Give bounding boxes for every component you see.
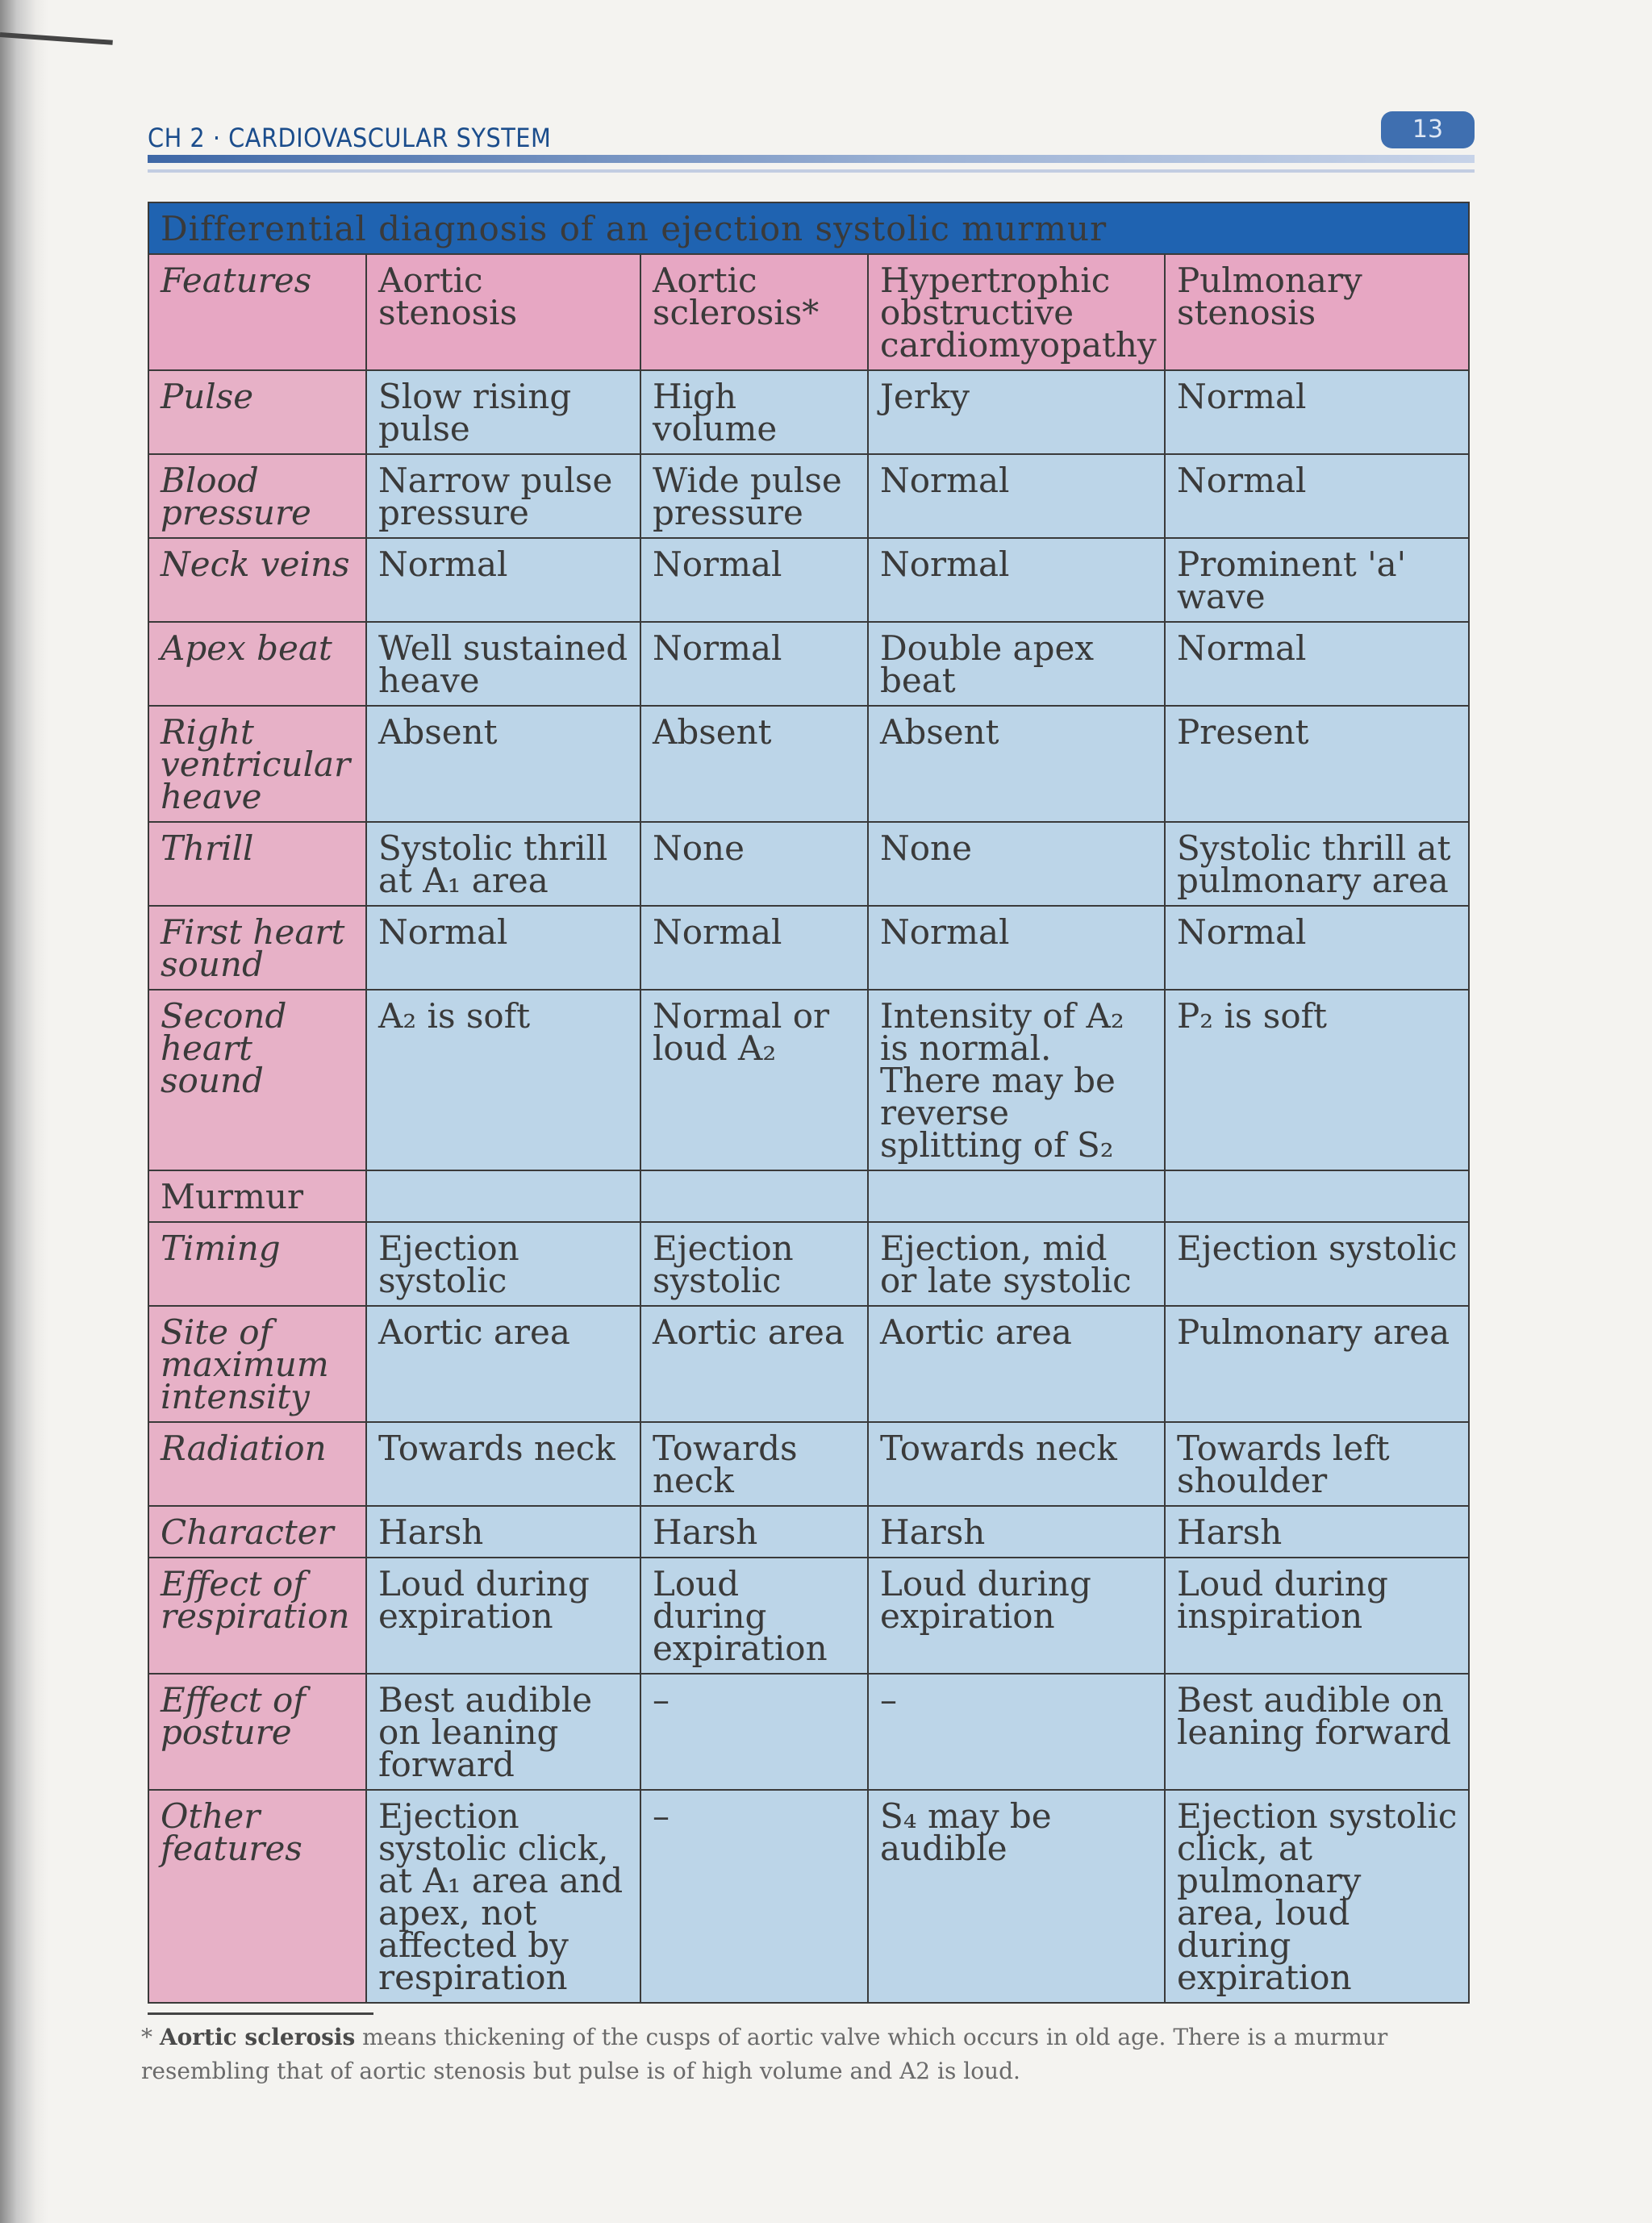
feature-label: Character bbox=[148, 1506, 366, 1558]
table-cell: Loud during expiration bbox=[366, 1558, 640, 1674]
table-cell: Loud during inspiration bbox=[1165, 1558, 1469, 1674]
table-cell: Narrow pulse pressure bbox=[366, 454, 640, 538]
table-cell: Harsh bbox=[640, 1506, 868, 1558]
table-cell: Normal bbox=[868, 454, 1165, 538]
table-cell: Normal bbox=[640, 538, 868, 622]
table-row bbox=[148, 622, 1469, 706]
feature-label: Site of maximum intensity bbox=[148, 1306, 366, 1422]
table-cell: Absent bbox=[366, 706, 640, 822]
table-cell: Normal bbox=[1165, 622, 1469, 706]
column-header: Features bbox=[148, 254, 366, 370]
table-cell: Intensity of A₂ is normal. There may be reverse splitting of S₂ bbox=[868, 990, 1165, 1170]
table-row bbox=[148, 1674, 1469, 1790]
table-cell: Normal bbox=[1165, 454, 1469, 538]
table-cell: Normal bbox=[366, 538, 640, 622]
table-cell: P₂ is soft bbox=[1165, 990, 1469, 1170]
footnote-rule bbox=[148, 2012, 373, 2015]
table-cell: Aortic area bbox=[640, 1306, 868, 1422]
table-row bbox=[148, 1422, 1469, 1506]
table-header-row bbox=[148, 254, 1469, 370]
differential-diagnosis-table bbox=[148, 202, 1470, 2004]
table-cell: Normal bbox=[640, 906, 868, 990]
feature-label: Second heart sound bbox=[148, 990, 366, 1170]
table-cell: None bbox=[868, 822, 1165, 906]
feature-label: Effect of respiration bbox=[148, 1558, 366, 1674]
table-cell: Towards neck bbox=[868, 1422, 1165, 1506]
footnote-text: means thickening of the cusps of aortic valve which occurs in old age. There is a murmur resembling that of aortic stenosis but pulse is of high volume and A2 is loud. bbox=[141, 2024, 1388, 2084]
feature-label: Apex beat bbox=[148, 622, 366, 706]
feature-label: Effect of posture bbox=[148, 1674, 366, 1790]
page-number-badge: 13 bbox=[1381, 111, 1475, 148]
table-cell: Ejection systolic bbox=[1165, 1222, 1469, 1306]
table-row bbox=[148, 1558, 1469, 1674]
table-cell: – bbox=[640, 1674, 868, 1790]
table-row bbox=[148, 538, 1469, 622]
feature-label: Pulse bbox=[148, 370, 366, 454]
feature-label: Neck veins bbox=[148, 538, 366, 622]
table-row bbox=[148, 1306, 1469, 1422]
table-cell: Normal bbox=[640, 622, 868, 706]
table-cell: Ejection, mid or late systolic bbox=[868, 1222, 1165, 1306]
feature-label: Timing bbox=[148, 1222, 366, 1306]
table-row bbox=[148, 822, 1469, 906]
footnote-term: Aortic sclerosis bbox=[159, 2024, 356, 2050]
table-cell: Normal bbox=[366, 906, 640, 990]
table-cell: Slow rising pulse bbox=[366, 370, 640, 454]
table-cell: Prominent 'a' wave bbox=[1165, 538, 1469, 622]
section-label: Murmur bbox=[148, 1170, 366, 1222]
column-header: Aortic stenosis bbox=[366, 254, 640, 370]
table-row bbox=[148, 1506, 1469, 1558]
page-gutter-shadow bbox=[0, 0, 48, 2223]
table-cell: A₂ is soft bbox=[366, 990, 640, 1170]
table-cell: High volume bbox=[640, 370, 868, 454]
column-header: Hypertrophic obstructive cardiomyopathy bbox=[868, 254, 1165, 370]
table-cell: Aortic area bbox=[868, 1306, 1165, 1422]
table-cell: Normal bbox=[868, 906, 1165, 990]
table-cell: Well sustained heave bbox=[366, 622, 640, 706]
table-cell: Normal bbox=[1165, 906, 1469, 990]
feature-label: Other features bbox=[148, 1790, 366, 2003]
table-cell: Ejection systolic click, at pulmonary area, loud during expiration bbox=[1165, 1790, 1469, 2003]
table-cell: Loud during expiration bbox=[868, 1558, 1165, 1674]
section-row bbox=[148, 1170, 1469, 1222]
header-rule bbox=[148, 155, 1475, 163]
table-cell: Absent bbox=[640, 706, 868, 822]
table-cell-empty bbox=[366, 1170, 640, 1222]
table-cell: S₄ may be audible bbox=[868, 1790, 1165, 2003]
table-cell: Pulmonary area bbox=[1165, 1306, 1469, 1422]
feature-label: Right ventricular heave bbox=[148, 706, 366, 822]
table-cell: Ejection systolic click, at A₁ area and apex, not affected by respiration bbox=[366, 1790, 640, 2003]
table-cell: None bbox=[640, 822, 868, 906]
table-cell: Normal bbox=[1165, 370, 1469, 454]
table-cell: Double apex beat bbox=[868, 622, 1165, 706]
table-cell: Present bbox=[1165, 706, 1469, 822]
table-cell: Jerky bbox=[868, 370, 1165, 454]
table-cell: Normal or loud A₂ bbox=[640, 990, 868, 1170]
table-row bbox=[148, 990, 1469, 1170]
table-cell: Best audible on leaning forward bbox=[366, 1674, 640, 1790]
table-cell: – bbox=[640, 1790, 868, 2003]
table-cell: Towards left shoulder bbox=[1165, 1422, 1469, 1506]
table-cell-empty bbox=[1165, 1170, 1469, 1222]
table-cell: Absent bbox=[868, 706, 1165, 822]
table-cell: Systolic thrill at A₁ area bbox=[366, 822, 640, 906]
table-cell: Best audible on leaning forward bbox=[1165, 1674, 1469, 1790]
table-cell: Loud during expiration bbox=[640, 1558, 868, 1674]
table-cell: Normal bbox=[868, 538, 1165, 622]
table-row bbox=[148, 370, 1469, 454]
table-cell: Harsh bbox=[1165, 1506, 1469, 1558]
table-row bbox=[148, 1790, 1469, 2003]
table-row bbox=[148, 1222, 1469, 1306]
table-title: Differential diagnosis of an ejection systolic murmur bbox=[148, 202, 1469, 254]
table-cell: Aortic area bbox=[366, 1306, 640, 1422]
table-row bbox=[148, 906, 1469, 990]
feature-label: First heart sound bbox=[148, 906, 366, 990]
feature-label: Thrill bbox=[148, 822, 366, 906]
table-cell: Systolic thrill at pulmonary area bbox=[1165, 822, 1469, 906]
table-row bbox=[148, 706, 1469, 822]
table-cell-empty bbox=[868, 1170, 1165, 1222]
table-cell: – bbox=[868, 1674, 1165, 1790]
table-cell: Harsh bbox=[366, 1506, 640, 1558]
footnote: * Aortic sclerosis means thickening of the cusps of aortic valve which occurs in old age. There is a murmur resembling that of aortic stenosis but pulse is of high volume and A2 is loud. bbox=[141, 2024, 1388, 2084]
feature-label: Blood pressure bbox=[148, 454, 366, 538]
column-header: Aortic sclerosis* bbox=[640, 254, 868, 370]
table-cell: Ejection systolic bbox=[366, 1222, 640, 1306]
chapter-header: CH 2 · CARDIOVASCULAR SYSTEM bbox=[148, 123, 552, 153]
table-cell: Towards neck bbox=[640, 1422, 868, 1506]
table-cell: Towards neck bbox=[366, 1422, 640, 1506]
feature-label: Radiation bbox=[148, 1422, 366, 1506]
column-header: Pulmonary stenosis bbox=[1165, 254, 1469, 370]
table-cell: Wide pulse pressure bbox=[640, 454, 868, 538]
table-cell: Harsh bbox=[868, 1506, 1165, 1558]
table-cell: Ejection systolic bbox=[640, 1222, 868, 1306]
table-row bbox=[148, 454, 1469, 538]
header-rule-secondary bbox=[148, 169, 1475, 173]
table-cell-empty bbox=[640, 1170, 868, 1222]
